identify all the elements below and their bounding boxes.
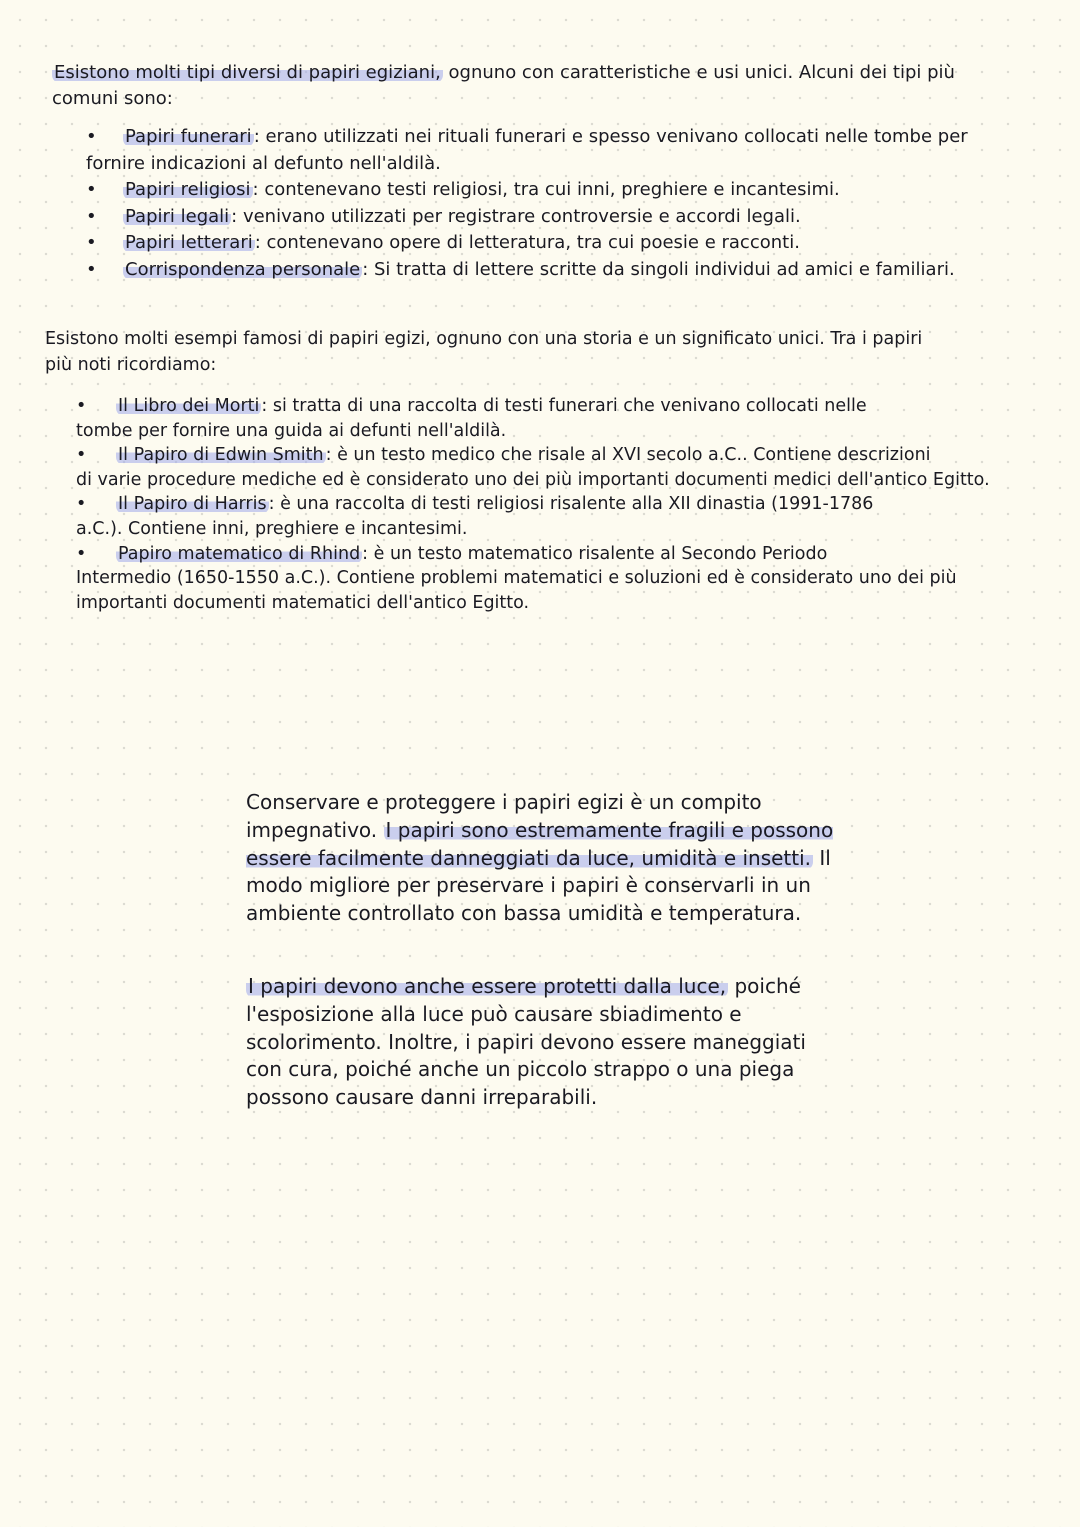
list-item <box>86 230 1046 257</box>
section1-intro-line2: comuni sono: <box>52 87 173 109</box>
item-text: : è un testo matematico risalente al Secondo Periodo <box>362 543 828 564</box>
bullet-icon: • <box>76 396 87 416</box>
item-text: : si tratta di una raccolta di testi funerari che venivano collocati nelle <box>261 396 867 416</box>
list-item <box>76 492 1036 541</box>
section2-intro <box>45 327 1025 378</box>
list-item <box>76 394 1036 443</box>
item-text: : venivano utilizzati per registrare controversie e accordi legali. <box>231 205 801 227</box>
item-continuation: fornire indicazioni al defunto nell'aldilà. <box>86 152 441 174</box>
section2-intro-line2: più noti ricordiamo: <box>45 354 217 375</box>
section2-intro-line1: Esistono molti esempi famosi di papiri egizi, ognuno con una storia e un significato unici. Tra i papiri <box>45 329 923 349</box>
list-item <box>86 257 1046 284</box>
item-term: Il Libro dei Morti <box>118 396 260 416</box>
list-item <box>76 542 1036 616</box>
conservation-paragraph-1 <box>246 789 846 928</box>
section1-intro-text: ognuno con caratteristiche e usi unici. Alcuni dei tipi più <box>442 62 955 83</box>
item-term: Papiri funerari <box>125 126 252 147</box>
item-text: : Si tratta di lettere scritte da singoli individui ad amici e familiari. <box>362 258 955 280</box>
item-text: : è una raccolta di testi religiosi risalente alla XII dinastia (1991-1786 <box>268 494 874 515</box>
item-text: : erano utilizzati nei rituali funerari e spesso venivano collocati nelle tombe per <box>253 126 968 147</box>
list-item <box>86 177 1046 204</box>
paragraph-text: Il modo migliore per preservare i papiri è conservarli in un ambiente controllato con bassa umidità e temperatura. <box>246 845 831 926</box>
bullet-icon: • <box>86 258 97 280</box>
item-text: : contenevano testi religiosi, tra cui inni, preghiere e incantesimi. <box>252 179 840 201</box>
list-item <box>76 443 1036 492</box>
item-continuation: di varie procedure mediche ed è considerato uno dei più importanti documenti medici dell'antico Egitto. <box>76 469 990 490</box>
item-text: : contenevano opere di letteratura, tra cui poesie e racconti. <box>254 232 800 254</box>
section2-list <box>76 394 1036 615</box>
bullet-icon: • <box>76 543 87 564</box>
section1-intro-highlight: Esistono molti tipi diversi di papiri egiziani, <box>54 62 441 83</box>
item-term: Il Papiro di Edwin Smith <box>118 445 324 466</box>
item-continuation: Intermedio (1650-1550 a.C.). Contiene problemi matematici e soluzioni ed è considerato uno dei più importanti documenti matematici dell'antico Egitto. <box>76 568 957 613</box>
bullet-icon: • <box>86 232 97 254</box>
section1-list <box>86 124 1046 284</box>
bullet-icon: • <box>76 494 87 515</box>
paragraph-highlight: I papiri sono estremamente fragili e possono essere facilmente danneggiati da luce, umidità e insetti. <box>246 817 834 870</box>
item-term: Corrispondenza personale <box>125 258 361 280</box>
item-term: Papiri letterari <box>125 232 253 254</box>
list-item <box>86 204 1046 231</box>
paragraph-text: Conservare e proteggere i papiri egizi è un compito impegnativo. <box>246 790 762 842</box>
item-continuation: tombe per fornire una guida ai defunti nell'aldilà. <box>76 420 507 441</box>
item-text: : è un testo medico che risale al XVI secolo a.C.. Contiene descrizioni <box>325 445 931 466</box>
item-term: Papiri legali <box>125 205 230 227</box>
conservation-paragraph-2 <box>246 973 846 1112</box>
bullet-icon: • <box>86 126 97 147</box>
bullet-icon: • <box>86 205 97 227</box>
paragraph-text: poiché l'esposizione alla luce può causare sbiadimento e scolorimento. Inoltre, i papiri devono essere maneggiati con cura, poiché anche un piccolo strappo o una piega possono causare danni irreparabili. <box>246 974 806 1110</box>
paragraph-highlight: I papiri devono anche essere protetti dalla luce, <box>248 974 727 998</box>
list-item <box>86 124 1046 177</box>
section1-intro <box>52 60 1032 111</box>
item-term: Papiro matematico di Rhind <box>118 543 361 564</box>
item-continuation: a.C.). Contiene inni, preghiere e incantesimi. <box>76 518 468 539</box>
bullet-icon: • <box>76 445 87 466</box>
item-term: Il Papiro di Harris <box>118 494 267 515</box>
item-term: Papiri religiosi <box>125 179 251 201</box>
bullet-icon: • <box>86 179 97 201</box>
